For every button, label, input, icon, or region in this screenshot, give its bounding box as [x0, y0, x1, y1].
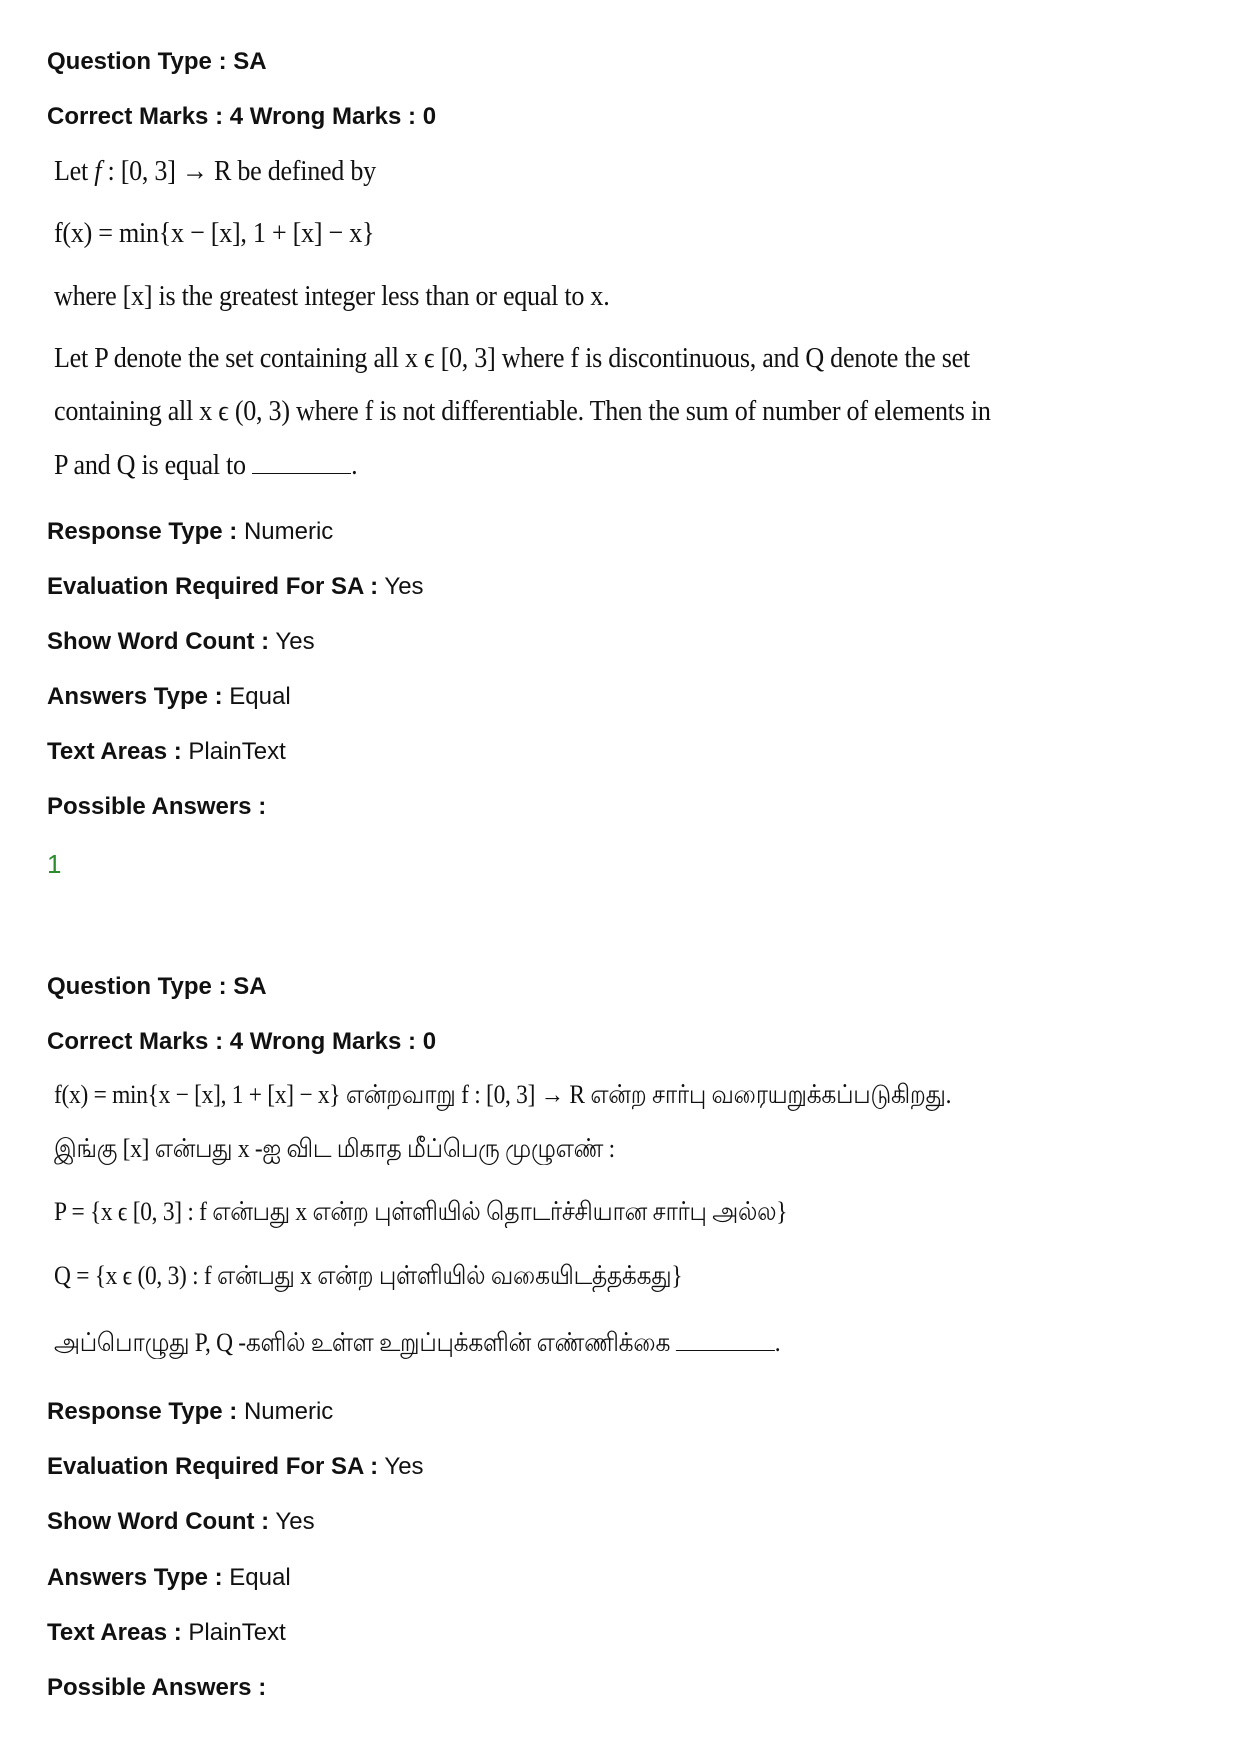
q2-question-type: [47, 972, 267, 1002]
q2-text-line-1: f(x) = min{x − [x], 1 + [x] − x} என்றவாறு f : [0, 3] → R என்ற சார்பு வரையறுக்கப்படுகிறது.: [54, 1080, 952, 1109]
q2-text-line-2: இங்கு [x] என்பது x -ஐ விட மிகாத மீப்பெரு முழுஎண் :: [54, 1134, 615, 1163]
q2-correct-marks-value: 4: [229, 1028, 244, 1055]
q2-evaluation-value: Yes: [384, 1453, 424, 1480]
q1-correct-marks-label: Correct Marks :: [47, 103, 224, 130]
q2-word-count-value: Yes: [275, 1508, 315, 1535]
q1-evaluation-label: Evaluation Required For SA :: [47, 573, 379, 600]
q1-text-line-3: where [x] is the greatest integer less than or equal to x.: [54, 280, 610, 312]
q2-text-line-4: Q = {x ϵ (0, 3) : f என்பது x என்ற புள்ளியில் வகையிடத்தக்கது}: [54, 1261, 683, 1290]
q2-text-areas: [47, 1618, 286, 1648]
q2-text-areas-label: Text Areas :: [47, 1619, 182, 1646]
q1-correct-marks-value: 4: [229, 103, 244, 130]
q2-evaluation-label: Evaluation Required For SA :: [47, 1453, 379, 1480]
q1-answers-type-value: Equal: [229, 683, 291, 710]
q2-wrong-marks-value: 0: [422, 1028, 437, 1055]
q2-correct-marks-label: Correct Marks :: [47, 1028, 224, 1055]
q1-text-line-4: Let P denote the set containing all x ϵ [0, 3] where f is discontinuous, and Q denote the set: [54, 342, 970, 374]
answer-blank: [676, 1330, 775, 1351]
q1-response-type-label: Response Type :: [47, 518, 238, 545]
q1-wrong-marks-label: Wrong Marks :: [249, 103, 417, 130]
q1-evaluation-required: [47, 572, 424, 602]
q1-response-type-value: Numeric: [243, 518, 334, 545]
q2-response-type-value: Numeric: [243, 1398, 334, 1425]
q2-possible-answers-label: Possible Answers :: [47, 1674, 267, 1701]
q2-word-count-label: Show Word Count :: [47, 1508, 270, 1535]
q1-possible-answers: [47, 792, 266, 822]
q1-word-count-label: Show Word Count :: [47, 628, 270, 655]
q2-possible-answers: [47, 1673, 266, 1703]
q1-show-word-count: [47, 627, 315, 657]
answer-blank: [252, 453, 351, 474]
q1-possible-answer-value: 1: [47, 849, 62, 879]
q2-question-type-label: Question Type :: [47, 973, 227, 1000]
q1-text-line-6: P and Q is equal to .: [54, 449, 358, 481]
q2-text-line-5: அப்பொழுது P, Q -களில் உள்ள உறுப்புக்களின் எண்ணிக்கை .: [54, 1328, 781, 1357]
q2-evaluation-required: [47, 1452, 424, 1482]
q2-question-type-value: SA: [233, 973, 267, 1000]
q1-answers-type: [47, 682, 291, 712]
q1-question-type-label: Question Type :: [47, 48, 227, 75]
q1-text-areas-value: PlainText: [188, 738, 286, 765]
q2-answers-type: [47, 1563, 291, 1593]
q1-evaluation-value: Yes: [384, 573, 424, 600]
q2-text-areas-value: PlainText: [188, 1619, 286, 1646]
q2-answers-type-value: Equal: [229, 1564, 291, 1591]
q1-text-line-5: containing all x ϵ (0, 3) where f is not differentiable. Then the sum of number of elements in: [54, 395, 991, 427]
q1-text-areas: [47, 737, 286, 767]
q2-answers-type-label: Answers Type :: [47, 1564, 223, 1591]
q1-possible-answers-label: Possible Answers :: [47, 793, 267, 820]
q2-wrong-marks-label: Wrong Marks :: [249, 1028, 417, 1055]
q2-marks: [47, 1027, 436, 1057]
q1-question-type: [47, 47, 267, 77]
q1-text-areas-label: Text Areas :: [47, 738, 182, 765]
q2-response-type-label: Response Type :: [47, 1398, 238, 1425]
q1-marks: [47, 102, 436, 132]
q1-text-line-1: Let f : [0, 3] → R be defined by: [54, 155, 376, 187]
q2-text-line-3: P = {x ϵ [0, 3] : f என்பது x என்ற புள்ளியில் தொடர்ச்சியான சார்பு அல்ல}: [54, 1197, 788, 1226]
q2-response-type: [47, 1397, 333, 1427]
q1-answers-type-label: Answers Type :: [47, 683, 223, 710]
q1-response-type: [47, 517, 333, 547]
q2-show-word-count: [47, 1507, 315, 1537]
q1-text-line-2: f(x) = min{x − [x], 1 + [x] − x}: [54, 217, 375, 249]
q1-word-count-value: Yes: [275, 628, 315, 655]
q1-question-type-value: SA: [233, 48, 267, 75]
q1-wrong-marks-value: 0: [422, 103, 437, 130]
